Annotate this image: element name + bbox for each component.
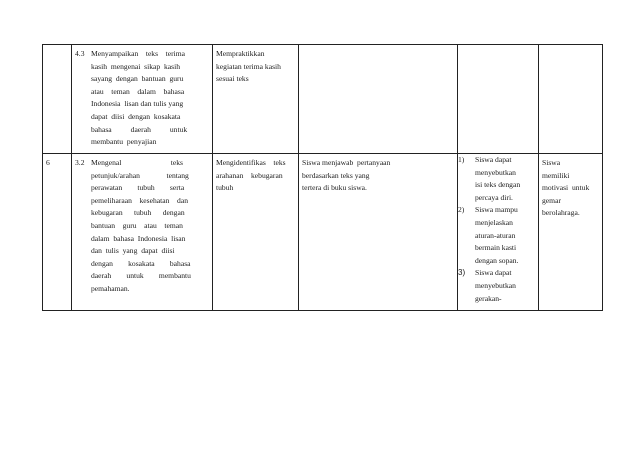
no-cell (43, 45, 72, 154)
indikator-number: 3) (458, 268, 466, 278)
materi-cell (213, 154, 299, 311)
text-line: Siswa dapat (475, 155, 512, 164)
text-line: tubuh (216, 183, 234, 193)
text-line: dan tulis yang dapat diisi (91, 246, 175, 256)
no-cell (43, 154, 72, 311)
karakter-text (539, 45, 602, 48)
text-line: menyebutkan (475, 280, 516, 290)
kegiatan-cell (299, 154, 458, 311)
materi-text (213, 154, 298, 195)
text-line: Siswa menjawab pertanyaan (302, 158, 391, 167)
text-line: dengan sopan. (475, 255, 519, 265)
indikator-item (458, 204, 538, 267)
text-line: dalam bahasa Indonesia lisan (91, 233, 186, 243)
text-line: Siswa mampu (475, 205, 518, 215)
kd-text (91, 48, 209, 149)
materi-cell (213, 45, 299, 154)
text-line: berolahraga. (542, 208, 580, 218)
indikator-item (458, 267, 538, 305)
text-line: atau teman dalam bahasa (91, 86, 185, 96)
indikator-text (475, 204, 538, 267)
text-line: membantu penyajian (91, 137, 157, 147)
text-line: pemeliharaan kesehatan dan (91, 195, 188, 205)
row-number: 6 (46, 158, 50, 167)
text-line: gerakan- (475, 293, 502, 303)
text-line: Mengenal teks (91, 158, 183, 167)
text-line: tertera di buku siswa. (302, 183, 367, 193)
karakter-cell (539, 45, 603, 154)
text-line: dapat diisi dengan kosakata (91, 111, 181, 121)
text-line: pemahaman. (91, 283, 130, 293)
text-line: kasih mengenai sikap kasih (91, 61, 180, 71)
text-line: Siswa (542, 158, 561, 167)
text-line: sayang dengan bantuan guru (91, 74, 184, 84)
text-line: Indonesia lisan dan tulis yang (91, 99, 184, 109)
materi-text (213, 45, 298, 86)
text-line: bantuan guru atau teman (91, 220, 183, 230)
text-line: gemar (542, 195, 561, 205)
text-line: perawatan tubuh serta (91, 183, 185, 193)
kd-number: 3.2 (75, 158, 85, 167)
kd-cell (72, 154, 213, 311)
kegiatan-text (299, 45, 457, 48)
indikator-text (475, 154, 538, 204)
text-line: petunjuk/arahan tentang (91, 170, 189, 180)
text-line: isi teks dengan (475, 180, 521, 190)
text-line: motivasi untuk (542, 183, 590, 193)
indikator-cell (458, 45, 539, 154)
text-line: Mempraktikkan (216, 49, 265, 58)
text-line: menyebutkan (475, 167, 516, 177)
text-line: aturan-aturan (475, 230, 516, 240)
indikator-list (458, 45, 538, 48)
indikator-number: 2) (458, 205, 465, 215)
text-line: bahasa daerah untuk (91, 124, 188, 134)
indikator-number: 1) (458, 155, 465, 164)
indikator-text (475, 267, 538, 305)
curriculum-table (42, 44, 603, 311)
kd-text (91, 157, 209, 296)
kd-number: 4.3 (75, 49, 85, 58)
karakter-cell (539, 154, 603, 311)
kegiatan-cell (299, 45, 458, 154)
text-line: Menyampaikan teks terima (91, 49, 186, 58)
text-line: Siswa dapat (475, 268, 512, 278)
text-line: dengan kosakata bahasa (91, 258, 191, 268)
karakter-text (539, 154, 602, 220)
row-number (43, 45, 71, 48)
text-line: Mengidentifikas teks (216, 158, 286, 167)
text-line: percaya diri. (475, 192, 513, 202)
text-line: daerah untuk membantu (91, 271, 191, 281)
text-line: arahanan kebugaran (216, 170, 283, 180)
text-line: bermain kasti (475, 243, 517, 253)
text-line: memiliki (542, 170, 570, 180)
text-line: menjelaskan (475, 217, 513, 227)
text-line: sesuai teks (216, 74, 249, 84)
indikator-list (458, 154, 538, 305)
kd-cell (72, 45, 213, 154)
text-line: kegiatan terima kasih (216, 61, 281, 71)
kegiatan-text (299, 154, 457, 195)
text-line: kebugaran tubuh dengan (91, 208, 185, 218)
text-line: berdasarkan teks yang (302, 170, 370, 180)
table-row (43, 45, 603, 154)
indikator-item (458, 154, 538, 204)
indikator-cell (458, 154, 539, 311)
table-row (43, 154, 603, 311)
